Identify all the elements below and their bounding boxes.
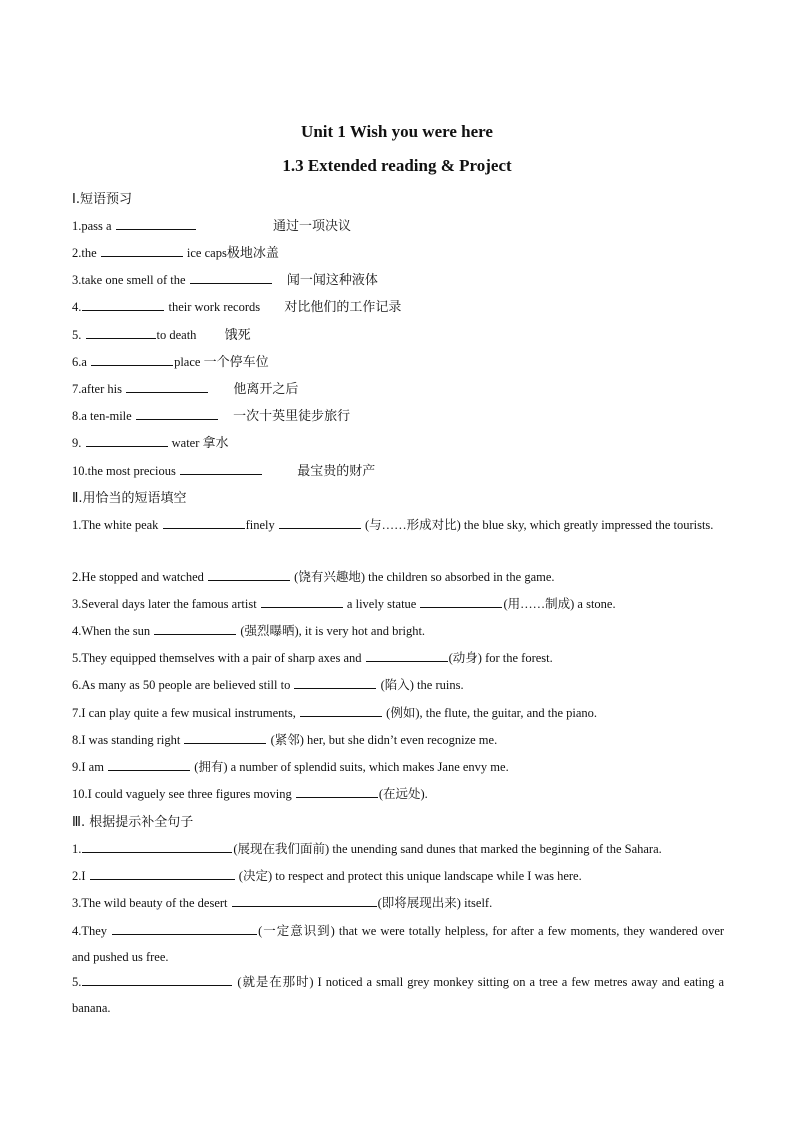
section3-heading: Ⅲ. 根据提示补全句子	[72, 815, 194, 830]
sentence-item: 5.They equipped themselves with a pair of sharp axes and (动身) for the forest.	[72, 651, 553, 665]
sentence-item: 2.I (决定) to respect and protect this unique landscape while I was here.	[72, 869, 582, 883]
sentence-item: 3.Several days later the famous artist a lively statue (用……制成) a stone.	[72, 597, 616, 611]
sentence-item: 6.As many as 50 people are believed still to (陷入) the ruins.	[72, 678, 464, 692]
phrase-item: 4. their work records 对比他们的工作记录	[72, 300, 402, 315]
section2-heading: Ⅱ.用恰当的短语填空	[72, 491, 187, 506]
answer-blank[interactable]	[126, 380, 208, 393]
answer-blank[interactable]	[91, 353, 173, 366]
sentence-item: 3.The wild beauty of the desert (即将展现出来) itself.	[72, 896, 493, 910]
phrase-item: 1.pass a 通过一项决议	[72, 219, 351, 234]
answer-blank[interactable]	[82, 298, 164, 311]
answer-blank[interactable]	[101, 244, 183, 257]
phrase-item: 10.the most precious 最宝贵的财产	[72, 464, 376, 479]
sentence-item: 9.I am (拥有) a number of splendid suits, which makes Jane envy me.	[72, 760, 509, 774]
sentence-item: 5. (就是在那时) I noticed a small grey monkey sitting on a tree a few metres away and eating a banana.	[72, 975, 724, 1015]
sentence-item: 8.I was standing right (紧邻) her, but she didn’t even recognize me.	[72, 733, 498, 747]
answer-blank[interactable]	[154, 622, 236, 635]
answer-blank[interactable]	[296, 785, 378, 798]
section1-heading: Ⅰ.短语预习	[72, 192, 132, 207]
answer-blank[interactable]	[112, 922, 257, 935]
answer-blank[interactable]	[184, 731, 266, 744]
phrase-item: 7.after his 他离开之后	[72, 382, 299, 397]
lesson-subtitle: 1.3 Extended reading & Project	[282, 156, 512, 175]
answer-blank[interactable]	[180, 462, 262, 475]
sentence-item: 4.When the sun (强烈曝晒), it is very hot and bright.	[72, 624, 426, 638]
phrase-item: 5. to death 饿死	[72, 328, 251, 343]
sentence-item: 10.I could vaguely see three figures moving (在远处).	[72, 787, 428, 801]
answer-blank[interactable]	[366, 649, 448, 662]
answer-blank[interactable]	[232, 894, 377, 907]
phrase-item: 2.the ice caps极地冰盖	[72, 246, 279, 261]
answer-blank[interactable]	[163, 516, 245, 529]
phrase-item: 3.take one smell of the 闻一闻这种液体	[72, 273, 378, 288]
answer-blank[interactable]	[420, 595, 502, 608]
answer-blank[interactable]	[82, 973, 232, 986]
answer-blank[interactable]	[86, 434, 168, 447]
phrase-item: 9. water 拿水	[72, 436, 229, 451]
answer-blank[interactable]	[90, 867, 235, 880]
phrase-item: 8.a ten-mile 一次十英里徒步旅行	[72, 409, 351, 424]
sentence-item: 4.They (一定意识到) that we were totally helpless, for after a few moments, they wandered over and pushed us free.	[72, 924, 725, 964]
answer-blank[interactable]	[261, 595, 343, 608]
answer-blank[interactable]	[116, 217, 196, 230]
sentence-item: 7.I can play quite a few musical instruments, (例如), the flute, the guitar, and the piano.	[72, 706, 598, 720]
sentence-item: 2.He stopped and watched (饶有兴趣地) the children so absorbed in the game.	[72, 570, 555, 584]
answer-blank[interactable]	[208, 568, 290, 581]
answer-blank[interactable]	[279, 516, 361, 529]
answer-blank[interactable]	[300, 704, 382, 717]
unit-title: Unit 1 Wish you were here	[301, 122, 493, 141]
answer-blank[interactable]	[86, 326, 156, 339]
answer-blank[interactable]	[294, 676, 376, 689]
answer-blank[interactable]	[82, 840, 232, 853]
phrase-item: 6.a place 一个停车位	[72, 355, 269, 370]
sentence-item: 1. (展现在我们面前) the unending sand dunes that marked the beginning of the Sahara.	[72, 842, 662, 856]
answer-blank[interactable]	[108, 758, 190, 771]
answer-blank[interactable]	[190, 271, 272, 284]
answer-blank[interactable]	[136, 407, 218, 420]
sentence-item: 1.The white peak finely (与……形成对比) the blue sky, which greatly impressed the tourists.	[72, 518, 714, 532]
